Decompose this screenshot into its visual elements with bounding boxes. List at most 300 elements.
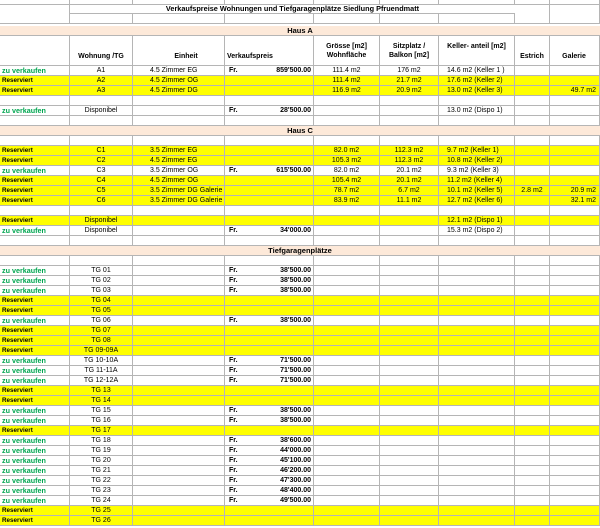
cell[interactable] [515, 96, 550, 106]
cell[interactable] [225, 206, 314, 216]
price-cell[interactable] [225, 86, 314, 96]
header-balcony[interactable]: Sitzplatz / Balkon [m2] [380, 36, 439, 66]
gallery-cell[interactable] [550, 286, 600, 296]
gallery-cell[interactable] [550, 316, 600, 326]
attic-cell[interactable] [515, 446, 550, 456]
area-cell[interactable]: 78.7 m2 [314, 186, 380, 196]
balcony-cell[interactable] [380, 276, 439, 286]
cellar-cell[interactable]: 15.3 m2 (Dispo 2) [439, 226, 515, 236]
balcony-cell[interactable] [380, 106, 439, 116]
gallery-cell[interactable] [550, 326, 600, 336]
unit-cell[interactable]: TG 13 [70, 386, 133, 396]
attic-cell[interactable] [515, 286, 550, 296]
type-cell[interactable] [133, 226, 225, 236]
balcony-cell[interactable] [380, 446, 439, 456]
cell[interactable] [0, 136, 70, 146]
area-cell[interactable] [314, 226, 380, 236]
type-cell[interactable] [133, 296, 225, 306]
type-cell[interactable] [133, 376, 225, 386]
attic-cell[interactable] [515, 86, 550, 96]
balcony-cell[interactable]: 20.1 m2 [380, 166, 439, 176]
header-status[interactable] [0, 36, 70, 66]
cell[interactable] [550, 116, 600, 126]
gallery-cell[interactable] [550, 156, 600, 166]
cell[interactable] [225, 256, 314, 266]
attic-cell[interactable] [515, 226, 550, 236]
unit-cell[interactable]: C2 [70, 156, 133, 166]
attic-cell[interactable] [515, 396, 550, 406]
balcony-cell[interactable]: 11.1 m2 [380, 196, 439, 206]
cellar-cell[interactable] [439, 296, 515, 306]
balcony-cell[interactable] [380, 386, 439, 396]
status-cell[interactable]: Reserviert [0, 216, 70, 226]
area-cell[interactable] [314, 456, 380, 466]
attic-cell[interactable] [515, 166, 550, 176]
gallery-cell[interactable] [550, 66, 600, 76]
balcony-cell[interactable] [380, 436, 439, 446]
area-cell[interactable] [314, 436, 380, 446]
type-cell[interactable] [133, 416, 225, 426]
cell[interactable] [0, 206, 70, 216]
cellar-cell[interactable] [439, 496, 515, 506]
attic-cell[interactable] [515, 366, 550, 376]
cell[interactable] [133, 14, 225, 24]
price-cell[interactable] [225, 186, 314, 196]
price-cell[interactable] [225, 166, 314, 176]
cell[interactable] [439, 136, 515, 146]
cellar-cell[interactable]: 10.1 m2 (Keller 5) [439, 186, 515, 196]
cell[interactable] [380, 96, 439, 106]
balcony-cell[interactable] [380, 366, 439, 376]
balcony-cell[interactable]: 176 m2 [380, 66, 439, 76]
gallery-cell[interactable] [550, 106, 600, 116]
cellar-cell[interactable] [439, 266, 515, 276]
attic-cell[interactable]: 2.8 m2 [515, 186, 550, 196]
gallery-cell[interactable] [550, 376, 600, 386]
cell[interactable] [133, 236, 225, 246]
cellar-cell[interactable] [439, 396, 515, 406]
cellar-cell[interactable] [439, 336, 515, 346]
unit-cell[interactable]: TG 11-11A [70, 366, 133, 376]
status-cell[interactable]: zu verkaufen [0, 406, 70, 416]
cellar-cell[interactable] [439, 466, 515, 476]
price-cell[interactable] [225, 376, 314, 386]
balcony-cell[interactable] [380, 456, 439, 466]
area-cell[interactable] [314, 356, 380, 366]
balcony-cell[interactable]: 6.7 m2 [380, 186, 439, 196]
unit-cell[interactable]: Disponibel [70, 106, 133, 116]
attic-cell[interactable] [515, 326, 550, 336]
type-cell[interactable]: 4.5 Zimmer EG [133, 66, 225, 76]
attic-cell[interactable] [515, 466, 550, 476]
area-cell[interactable] [314, 516, 380, 526]
status-cell[interactable]: Reserviert [0, 76, 70, 86]
balcony-cell[interactable] [380, 516, 439, 526]
gallery-cell[interactable] [550, 476, 600, 486]
cellar-cell[interactable] [439, 456, 515, 466]
attic-cell[interactable] [515, 296, 550, 306]
type-cell[interactable]: 4.5 Zimmer DG [133, 86, 225, 96]
cell[interactable] [550, 4, 600, 14]
status-cell[interactable]: Reserviert [0, 86, 70, 96]
cellar-cell[interactable] [439, 286, 515, 296]
area-cell[interactable] [314, 476, 380, 486]
cellar-cell[interactable] [439, 276, 515, 286]
cell[interactable] [550, 236, 600, 246]
price-cell[interactable] [225, 326, 314, 336]
price-cell[interactable] [225, 266, 314, 276]
cell[interactable] [380, 14, 439, 24]
gallery-cell[interactable] [550, 146, 600, 156]
cell[interactable] [0, 14, 70, 24]
cellar-cell[interactable]: 13.0 m2 (Keller 3) [439, 86, 515, 96]
cell[interactable] [439, 96, 515, 106]
unit-cell[interactable]: TG 23 [70, 486, 133, 496]
gallery-cell[interactable] [550, 456, 600, 466]
gallery-cell[interactable]: 32.1 m2 [550, 196, 600, 206]
balcony-cell[interactable] [380, 216, 439, 226]
price-cell[interactable] [225, 316, 314, 326]
balcony-cell[interactable] [380, 286, 439, 296]
type-cell[interactable]: 4.5 Zimmer OG [133, 176, 225, 186]
balcony-cell[interactable] [380, 506, 439, 516]
unit-cell[interactable]: TG 20 [70, 456, 133, 466]
attic-cell[interactable] [515, 266, 550, 276]
unit-cell[interactable]: A3 [70, 86, 133, 96]
type-cell[interactable] [133, 336, 225, 346]
attic-cell[interactable] [515, 76, 550, 86]
attic-cell[interactable] [515, 506, 550, 516]
area-cell[interactable] [314, 446, 380, 456]
area-cell[interactable] [314, 376, 380, 386]
cell[interactable] [70, 96, 133, 106]
area-cell[interactable] [314, 316, 380, 326]
balcony-cell[interactable]: 112.3 m2 [380, 146, 439, 156]
attic-cell[interactable] [515, 276, 550, 286]
price-cell[interactable] [225, 496, 314, 506]
attic-cell[interactable] [515, 306, 550, 316]
cell[interactable] [550, 96, 600, 106]
price-cell[interactable] [225, 366, 314, 376]
gallery-cell[interactable]: 20.9 m2 [550, 186, 600, 196]
header-type[interactable]: Einheit [133, 36, 225, 66]
type-cell[interactable]: 3.5 Zimmer OG [133, 166, 225, 176]
price-cell[interactable] [225, 176, 314, 186]
price-cell[interactable] [225, 216, 314, 226]
status-cell[interactable]: zu verkaufen [0, 226, 70, 236]
status-cell[interactable]: Reserviert [0, 346, 70, 356]
area-cell[interactable] [314, 336, 380, 346]
balcony-cell[interactable] [380, 426, 439, 436]
gallery-cell[interactable] [550, 386, 600, 396]
attic-cell[interactable] [515, 426, 550, 436]
cell[interactable] [0, 96, 70, 106]
unit-cell[interactable]: TG 03 [70, 286, 133, 296]
cellar-cell[interactable] [439, 426, 515, 436]
attic-cell[interactable] [515, 496, 550, 506]
status-cell[interactable]: Reserviert [0, 306, 70, 316]
price-cell[interactable] [225, 106, 314, 116]
balcony-cell[interactable] [380, 316, 439, 326]
gallery-cell[interactable] [550, 396, 600, 406]
area-cell[interactable]: 116.9 m2 [314, 86, 380, 96]
cellar-cell[interactable] [439, 436, 515, 446]
unit-cell[interactable]: C5 [70, 186, 133, 196]
balcony-cell[interactable]: 21.7 m2 [380, 76, 439, 86]
price-cell[interactable] [225, 426, 314, 436]
cellar-cell[interactable] [439, 326, 515, 336]
price-cell[interactable] [225, 446, 314, 456]
price-cell[interactable] [225, 436, 314, 446]
type-cell[interactable] [133, 266, 225, 276]
area-cell[interactable] [314, 106, 380, 116]
type-cell[interactable] [133, 386, 225, 396]
cell[interactable] [515, 236, 550, 246]
area-cell[interactable] [314, 266, 380, 276]
status-cell[interactable]: Reserviert [0, 176, 70, 186]
status-cell[interactable]: Reserviert [0, 146, 70, 156]
cellar-cell[interactable] [439, 506, 515, 516]
status-cell[interactable]: Reserviert [0, 156, 70, 166]
price-cell[interactable] [225, 156, 314, 166]
attic-cell[interactable] [515, 216, 550, 226]
status-cell[interactable]: zu verkaufen [0, 276, 70, 286]
balcony-cell[interactable] [380, 486, 439, 496]
unit-cell[interactable]: TG 02 [70, 276, 133, 286]
price-cell[interactable] [225, 456, 314, 466]
area-cell[interactable] [314, 296, 380, 306]
cellar-cell[interactable] [439, 446, 515, 456]
type-cell[interactable] [133, 496, 225, 506]
gallery-cell[interactable] [550, 486, 600, 496]
type-cell[interactable] [133, 466, 225, 476]
status-cell[interactable]: zu verkaufen [0, 106, 70, 116]
area-cell[interactable] [314, 416, 380, 426]
price-cell[interactable] [225, 406, 314, 416]
gallery-cell[interactable] [550, 496, 600, 506]
area-cell[interactable] [314, 496, 380, 506]
gallery-cell[interactable] [550, 306, 600, 316]
unit-cell[interactable]: Disponibel [70, 216, 133, 226]
balcony-cell[interactable] [380, 396, 439, 406]
balcony-cell[interactable]: 112.3 m2 [380, 156, 439, 166]
header-price[interactable]: Verkaufspreis [225, 36, 314, 66]
gallery-cell[interactable] [550, 356, 600, 366]
area-cell[interactable] [314, 466, 380, 476]
price-cell[interactable] [225, 396, 314, 406]
gallery-cell[interactable] [550, 296, 600, 306]
area-cell[interactable] [314, 426, 380, 436]
area-cell[interactable] [314, 276, 380, 286]
unit-cell[interactable]: TG 08 [70, 336, 133, 346]
unit-cell[interactable]: C6 [70, 196, 133, 206]
attic-cell[interactable] [515, 406, 550, 416]
cell[interactable] [133, 96, 225, 106]
area-cell[interactable] [314, 326, 380, 336]
price-cell[interactable] [225, 486, 314, 496]
area-cell[interactable] [314, 396, 380, 406]
cell[interactable] [0, 4, 70, 14]
balcony-cell[interactable]: 20.9 m2 [380, 86, 439, 96]
unit-cell[interactable]: TG 22 [70, 476, 133, 486]
price-cell[interactable] [225, 146, 314, 156]
gallery-cell[interactable] [550, 436, 600, 446]
price-cell[interactable] [225, 466, 314, 476]
cell[interactable] [515, 256, 550, 266]
header-attic[interactable]: Estrich [515, 36, 550, 66]
price-cell[interactable] [225, 356, 314, 366]
cellar-cell[interactable]: 9.7 m2 (Keller 1) [439, 146, 515, 156]
status-cell[interactable]: zu verkaufen [0, 476, 70, 486]
cellar-cell[interactable] [439, 476, 515, 486]
attic-cell[interactable] [515, 456, 550, 466]
gallery-cell[interactable]: 49.7 m2 [550, 86, 600, 96]
gallery-cell[interactable] [550, 416, 600, 426]
unit-cell[interactable]: TG 06 [70, 316, 133, 326]
balcony-cell[interactable] [380, 466, 439, 476]
gallery-cell[interactable] [550, 266, 600, 276]
balcony-cell[interactable] [380, 326, 439, 336]
balcony-cell[interactable] [380, 336, 439, 346]
unit-cell[interactable]: A1 [70, 66, 133, 76]
cell[interactable] [515, 116, 550, 126]
price-cell[interactable] [225, 416, 314, 426]
type-cell[interactable] [133, 326, 225, 336]
status-cell[interactable]: Reserviert [0, 336, 70, 346]
status-cell[interactable]: zu verkaufen [0, 166, 70, 176]
type-cell[interactable] [133, 366, 225, 376]
header-cellar[interactable]: Keller- anteil [m2] [439, 36, 515, 66]
cell[interactable] [380, 116, 439, 126]
balcony-cell[interactable] [380, 406, 439, 416]
header-gallery[interactable]: Galerie [550, 36, 600, 66]
cellar-cell[interactable]: 12.7 m2 (Keller 6) [439, 196, 515, 206]
cell[interactable] [380, 136, 439, 146]
attic-cell[interactable] [515, 316, 550, 326]
price-cell[interactable] [225, 516, 314, 526]
price-cell[interactable] [225, 306, 314, 316]
unit-cell[interactable]: TG 16 [70, 416, 133, 426]
gallery-cell[interactable] [550, 446, 600, 456]
unit-cell[interactable]: TG 05 [70, 306, 133, 316]
cell[interactable] [0, 256, 70, 266]
cellar-cell[interactable] [439, 346, 515, 356]
area-cell[interactable]: 83.9 m2 [314, 196, 380, 206]
type-cell[interactable] [133, 286, 225, 296]
balcony-cell[interactable] [380, 346, 439, 356]
price-cell[interactable] [225, 286, 314, 296]
type-cell[interactable] [133, 506, 225, 516]
cellar-cell[interactable]: 11.2 m2 (Keller 4) [439, 176, 515, 186]
unit-cell[interactable]: A2 [70, 76, 133, 86]
area-cell[interactable] [314, 216, 380, 226]
gallery-cell[interactable] [550, 216, 600, 226]
unit-cell[interactable]: TG 18 [70, 436, 133, 446]
unit-cell[interactable]: TG 07 [70, 326, 133, 336]
cell[interactable] [133, 136, 225, 146]
unit-cell[interactable]: C4 [70, 176, 133, 186]
cellar-cell[interactable] [439, 356, 515, 366]
status-cell[interactable]: zu verkaufen [0, 416, 70, 426]
cell[interactable] [0, 116, 70, 126]
type-cell[interactable]: 4.5 Zimmer EG [133, 156, 225, 166]
area-cell[interactable] [314, 486, 380, 496]
balcony-cell[interactable] [380, 416, 439, 426]
price-cell[interactable] [225, 476, 314, 486]
unit-cell[interactable]: TG 19 [70, 446, 133, 456]
price-cell[interactable] [225, 66, 314, 76]
attic-cell[interactable] [515, 516, 550, 526]
attic-cell[interactable] [515, 476, 550, 486]
status-cell[interactable]: zu verkaufen [0, 466, 70, 476]
cell[interactable] [515, 136, 550, 146]
cell[interactable] [0, 236, 70, 246]
area-cell[interactable]: 111.4 m2 [314, 66, 380, 76]
area-cell[interactable] [314, 506, 380, 516]
cellar-cell[interactable] [439, 366, 515, 376]
price-cell[interactable] [225, 296, 314, 306]
cell[interactable] [550, 256, 600, 266]
area-cell[interactable] [314, 406, 380, 416]
attic-cell[interactable] [515, 336, 550, 346]
price-cell[interactable] [225, 346, 314, 356]
status-cell[interactable]: zu verkaufen [0, 66, 70, 76]
area-cell[interactable] [314, 386, 380, 396]
cell[interactable] [439, 14, 515, 24]
cell[interactable] [314, 236, 380, 246]
area-cell[interactable]: 105.3 m2 [314, 156, 380, 166]
cell[interactable] [314, 136, 380, 146]
status-cell[interactable]: Reserviert [0, 386, 70, 396]
type-cell[interactable] [133, 356, 225, 366]
attic-cell[interactable] [515, 486, 550, 496]
price-cell[interactable] [225, 336, 314, 346]
type-cell[interactable]: 3.5 Zimmer EG [133, 146, 225, 156]
unit-cell[interactable]: TG 09-09A [70, 346, 133, 356]
type-cell[interactable] [133, 486, 225, 496]
unit-cell[interactable]: TG 21 [70, 466, 133, 476]
cell[interactable] [515, 4, 550, 14]
gallery-cell[interactable] [550, 336, 600, 346]
cellar-cell[interactable]: 17.6 m2 (Keller 2) [439, 76, 515, 86]
type-cell[interactable] [133, 476, 225, 486]
unit-cell[interactable]: TG 10-10A [70, 356, 133, 366]
type-cell[interactable] [133, 516, 225, 526]
cell[interactable] [439, 236, 515, 246]
gallery-cell[interactable] [550, 426, 600, 436]
unit-cell[interactable]: C1 [70, 146, 133, 156]
unit-cell[interactable]: TG 04 [70, 296, 133, 306]
unit-cell[interactable]: TG 17 [70, 426, 133, 436]
status-cell[interactable]: zu verkaufen [0, 446, 70, 456]
price-cell[interactable] [225, 386, 314, 396]
cell[interactable] [515, 14, 550, 24]
area-cell[interactable] [314, 346, 380, 356]
price-cell[interactable] [225, 226, 314, 236]
area-cell[interactable]: 82.0 m2 [314, 146, 380, 156]
unit-cell[interactable]: TG 26 [70, 516, 133, 526]
status-cell[interactable]: Reserviert [0, 396, 70, 406]
cell[interactable] [550, 206, 600, 216]
cellar-cell[interactable]: 14.6 m2 (Keller 1 ) [439, 66, 515, 76]
type-cell[interactable] [133, 306, 225, 316]
cellar-cell[interactable] [439, 306, 515, 316]
cellar-cell[interactable] [439, 516, 515, 526]
attic-cell[interactable] [515, 356, 550, 366]
gallery-cell[interactable] [550, 516, 600, 526]
cell[interactable] [380, 206, 439, 216]
unit-cell[interactable]: TG 12-12A [70, 376, 133, 386]
